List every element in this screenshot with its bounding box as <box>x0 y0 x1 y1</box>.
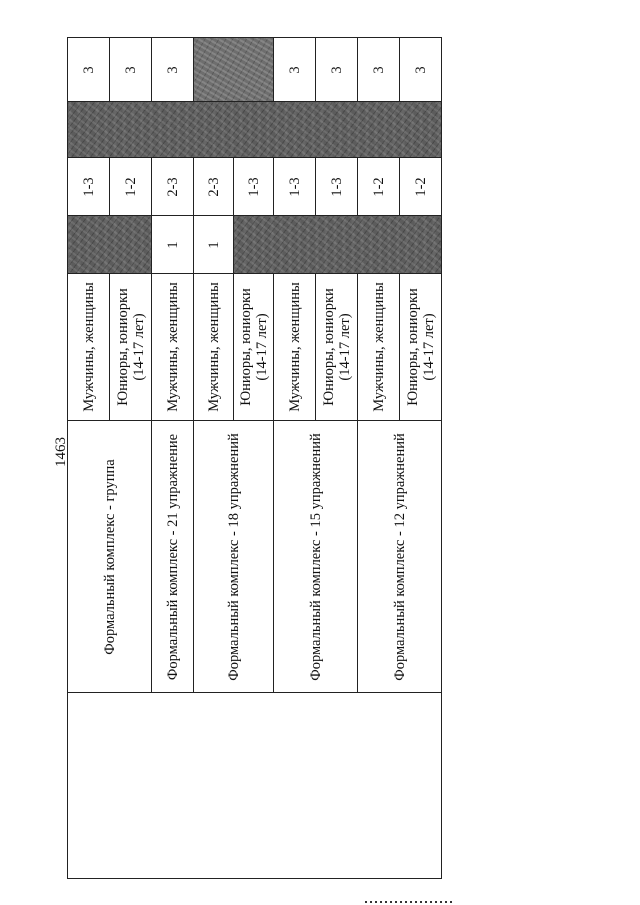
cell-category: Мужчины, женщины <box>358 274 400 421</box>
cell-category: Мужчины, женщины <box>274 274 316 421</box>
cell-value: 3 <box>400 38 442 102</box>
column-small-values <box>68 216 442 274</box>
cell-category: Мужчины, женщины <box>68 274 110 421</box>
cell-exercise: Формальный комплекс - 18 упражнений <box>194 421 274 693</box>
cell-exercise: Формальный комплекс - 15 упражнений <box>274 421 358 693</box>
cell-category: Юниоры, юниорки (14-17 лет) <box>110 274 152 421</box>
cell-empty <box>68 693 442 879</box>
cell-value: 1-3 <box>234 158 274 216</box>
cell-category: Юниоры, юниорки (14-17 лет) <box>400 274 442 421</box>
cell-value: 3 <box>274 38 316 102</box>
cell-value: 3 <box>110 38 152 102</box>
cell-value: 3 <box>152 38 194 102</box>
cell-value: 3 <box>358 38 400 102</box>
cell-value: 1 <box>194 216 234 274</box>
page-number: 1463 <box>53 437 69 467</box>
cell-value: 1-3 <box>274 158 316 216</box>
cell-value: 1-2 <box>400 158 442 216</box>
column-ranges <box>68 158 442 216</box>
cell-category: Юниоры, юниорки (14-17 лет) <box>234 274 274 421</box>
cell-value: 1-2 <box>358 158 400 216</box>
cell-value: 2-3 <box>194 158 234 216</box>
column-values-right <box>68 38 442 102</box>
cell-category: Мужчины, женщины <box>194 274 234 421</box>
cell-category: Юниоры, юниорки (14-17 лет) <box>316 274 358 421</box>
cell-shaded <box>194 38 274 102</box>
scan-artifact <box>365 901 455 903</box>
cell-value: 1-3 <box>68 158 110 216</box>
column-categories <box>68 274 442 421</box>
cell-exercise: Формальный комплекс - 21 упражнение <box>152 421 194 693</box>
cell-value: 1-2 <box>110 158 152 216</box>
cell-category: Мужчины, женщины <box>152 274 194 421</box>
cell-shaded <box>68 216 152 274</box>
cell-value: 1-3 <box>316 158 358 216</box>
column-empty <box>68 693 442 879</box>
column-shaded-band <box>68 102 442 158</box>
cell-shaded <box>234 216 442 274</box>
column-exercises <box>68 421 442 693</box>
cell-value: 1 <box>152 216 194 274</box>
cell-value: 2-3 <box>152 158 194 216</box>
cell-exercise: Формальный комплекс - группа <box>68 421 152 693</box>
cell-value: 3 <box>68 38 110 102</box>
cell-value: 3 <box>316 38 358 102</box>
cell-exercise: Формальный комплекс - 12 упражнений <box>358 421 442 693</box>
cell-shaded <box>68 102 442 158</box>
competition-table <box>67 37 442 879</box>
